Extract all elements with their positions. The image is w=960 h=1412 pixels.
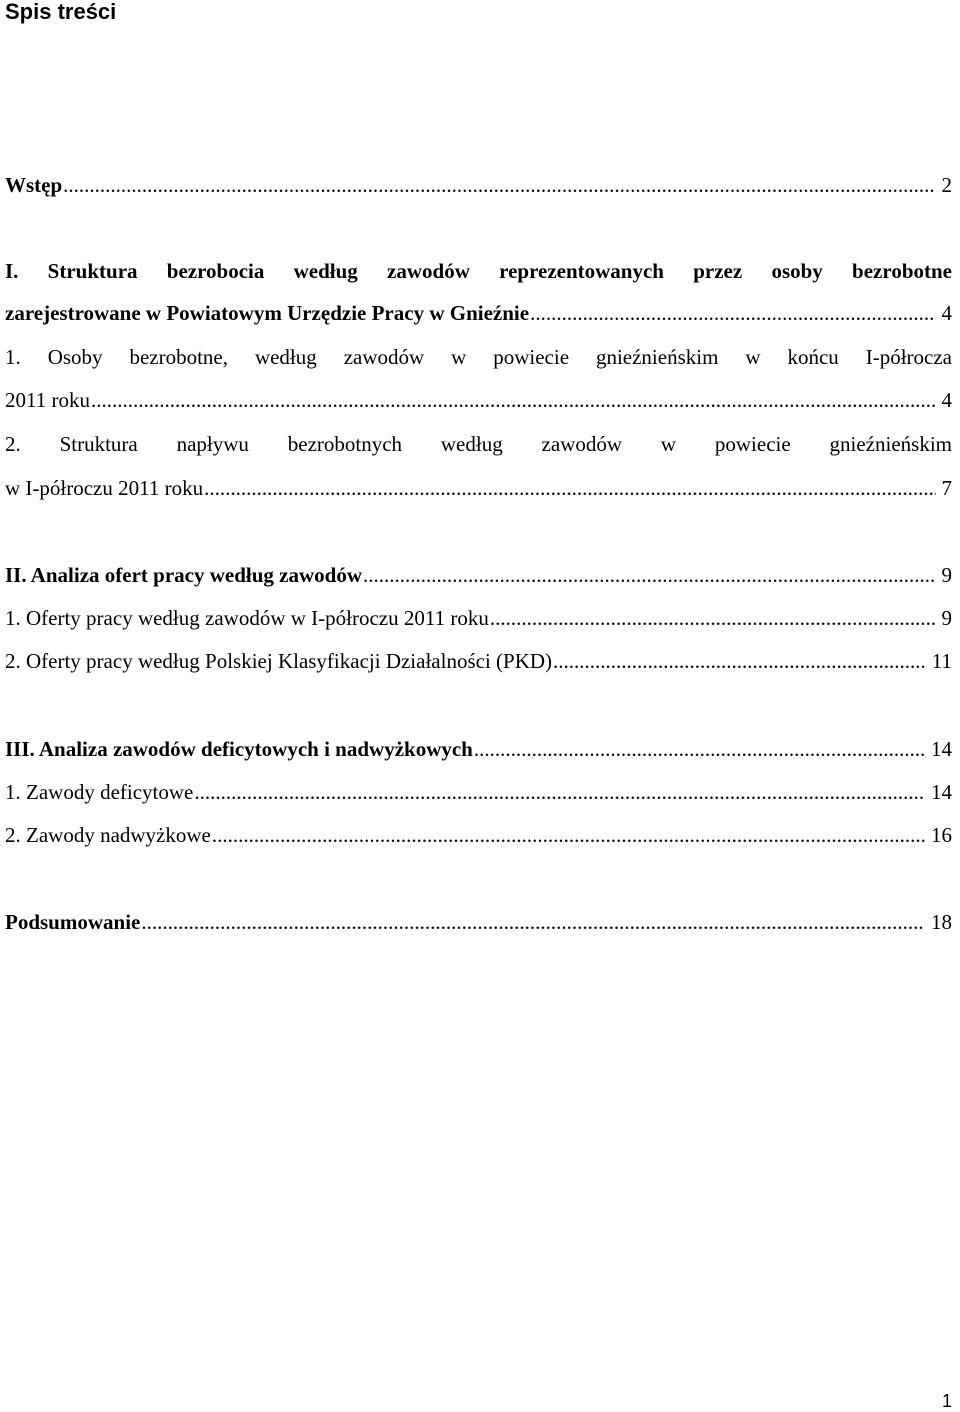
toc-entry-wstep[interactable] xyxy=(5,170,952,200)
toc-entry-page: 4 xyxy=(941,388,952,412)
toc-entry-label: Podsumowanie xyxy=(5,910,141,934)
toc-entry-label: 2. Struktura napływu bezrobotnych według zawodów w powiecie gnieźnieńskim xyxy=(5,432,952,456)
toc-entry-1-2-line-2[interactable] xyxy=(5,473,952,503)
toc-entry-page: 14 xyxy=(931,737,952,761)
dot-leader xyxy=(363,560,936,590)
page-number: 1 xyxy=(941,1391,952,1411)
toc-entry-2-1[interactable] xyxy=(5,603,952,633)
toc-entry-1-2-line-1[interactable] xyxy=(5,429,952,459)
toc-entry-label: 1. Osoby bezrobotne, według zawodów w powiecie gnieźnieńskim w końcu I-półrocza xyxy=(5,345,952,369)
dot-leader xyxy=(530,298,935,328)
dot-leader xyxy=(553,646,926,676)
toc-entry-page: 9 xyxy=(941,563,952,587)
toc-entry-section-2[interactable] xyxy=(5,560,952,590)
toc-entry-section-3[interactable] xyxy=(5,734,952,764)
toc-entry-page: 14 xyxy=(931,780,952,804)
toc-entry-label: w I-półroczu 2011 roku xyxy=(5,476,204,500)
toc-entry-3-2[interactable] xyxy=(5,820,952,850)
toc-entry-1-1-line-1[interactable] xyxy=(5,342,952,372)
toc-entry-label: II. Analiza ofert pracy według zawodów xyxy=(5,563,362,587)
dot-leader xyxy=(490,603,936,633)
dot-leader xyxy=(91,385,936,415)
dot-leader xyxy=(63,170,935,200)
toc-entry-page: 4 xyxy=(941,301,952,325)
toc-entry-page: 11 xyxy=(931,649,952,673)
toc-entry-page: 16 xyxy=(931,823,952,847)
toc-entry-label: 2011 roku xyxy=(5,388,90,412)
toc-entry-page: 7 xyxy=(941,476,952,500)
toc-entry-3-1[interactable] xyxy=(5,777,952,807)
toc-entry-page: 2 xyxy=(941,173,952,197)
dot-leader xyxy=(212,820,925,850)
toc-entry-page: 9 xyxy=(941,606,952,630)
toc-entry-page: 18 xyxy=(931,910,952,934)
toc-entry-2-2[interactable] xyxy=(5,646,952,676)
toc-entry-section-1-line-1[interactable] xyxy=(5,256,952,286)
dot-leader xyxy=(204,473,935,503)
toc-entry-label: I. Struktura bezrobocia według zawodów reprezentowanych przez osoby bezrobotne xyxy=(5,259,952,283)
dot-leader xyxy=(474,734,925,764)
toc-entry-label: III. Analiza zawodów deficytowych i nadwyżkowych xyxy=(5,737,473,761)
toc-entry-section-1-line-2[interactable] xyxy=(5,298,952,328)
dot-leader xyxy=(141,907,925,937)
toc-entry-label: 2. Zawody nadwyżkowe xyxy=(5,823,211,847)
toc-entry-label: Wstęp xyxy=(5,173,63,197)
toc-entry-label: 1. Oferty pracy według zawodów w I-półroczu 2011 roku xyxy=(5,606,489,630)
toc-entry-label: 1. Zawody deficytowe xyxy=(5,780,194,804)
toc-entry-1-1-line-2[interactable] xyxy=(5,385,952,415)
page-title: Spis treści xyxy=(5,0,117,24)
dot-leader xyxy=(194,777,925,807)
toc-entry-label: zarejestrowane w Powiatowym Urzędzie Pracy w Gnieźnie xyxy=(5,301,530,325)
toc-entry-label: 2. Oferty pracy według Polskiej Klasyfikacji Działalności (PKD) xyxy=(5,649,553,673)
toc-entry-podsumowanie[interactable] xyxy=(5,907,952,937)
